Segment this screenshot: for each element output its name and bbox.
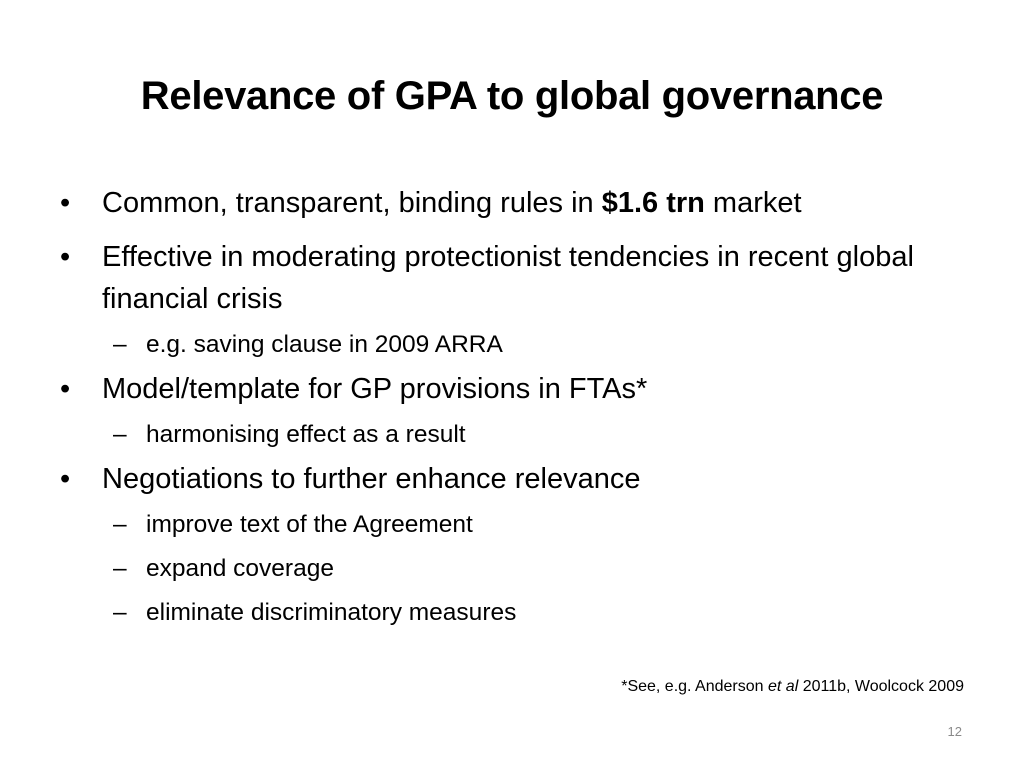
bullet-glyph: • bbox=[60, 187, 71, 219]
footnote-italic: et al bbox=[768, 678, 799, 695]
dash-glyph: – bbox=[113, 331, 127, 358]
dash-glyph: – bbox=[113, 421, 127, 448]
bullet-glyph: • bbox=[60, 373, 71, 405]
bullet-text: Effective in moderating protectionist tendencies in recent global financial crisis bbox=[102, 241, 914, 315]
bullet-text: market bbox=[704, 187, 802, 219]
dash-glyph: – bbox=[113, 511, 127, 538]
slide-title: Relevance of GPA to global governance bbox=[140, 74, 884, 118]
footnote-text: 2011b, Woolcock 2009 bbox=[798, 678, 964, 695]
footnote bbox=[621, 676, 964, 698]
bullet-text: Model/template for GP provisions in FTAs* bbox=[102, 373, 648, 405]
bullet-list bbox=[58, 182, 978, 630]
bullet-text: Negotiations to further enhance relevance bbox=[102, 463, 641, 495]
bullet-glyph: • bbox=[60, 463, 71, 495]
sub-bullet-text: eliminate discriminatory measures bbox=[146, 599, 517, 626]
sub-bullet-item bbox=[58, 596, 978, 630]
bullet-item-protectionism bbox=[58, 236, 978, 320]
sub-bullet-item bbox=[58, 328, 978, 362]
dash-glyph: – bbox=[113, 555, 127, 582]
sub-bullet-item bbox=[58, 552, 978, 586]
bullet-emphasis: $1.6 trn bbox=[601, 187, 705, 219]
sub-bullet-text: improve text of the Agreement bbox=[146, 511, 473, 538]
sub-bullet-text: e.g. saving clause in 2009 ARRA bbox=[146, 331, 503, 358]
page-number: 12 bbox=[947, 724, 962, 739]
sub-bullet-item bbox=[58, 508, 978, 542]
sub-bullet-item bbox=[58, 418, 978, 452]
footnote-text: *See, e.g. Anderson bbox=[621, 678, 768, 695]
dash-glyph: – bbox=[113, 599, 127, 626]
bullet-item-negotiations bbox=[58, 458, 978, 500]
bullet-item-fta-template bbox=[58, 368, 978, 410]
sub-bullet-text: expand coverage bbox=[146, 555, 334, 582]
bullet-text: Common, transparent, binding rules in bbox=[102, 187, 602, 219]
bullet-glyph: • bbox=[60, 241, 71, 273]
sub-bullet-text: harmonising effect as a result bbox=[146, 421, 466, 448]
bullet-item-market-rules bbox=[58, 182, 978, 224]
